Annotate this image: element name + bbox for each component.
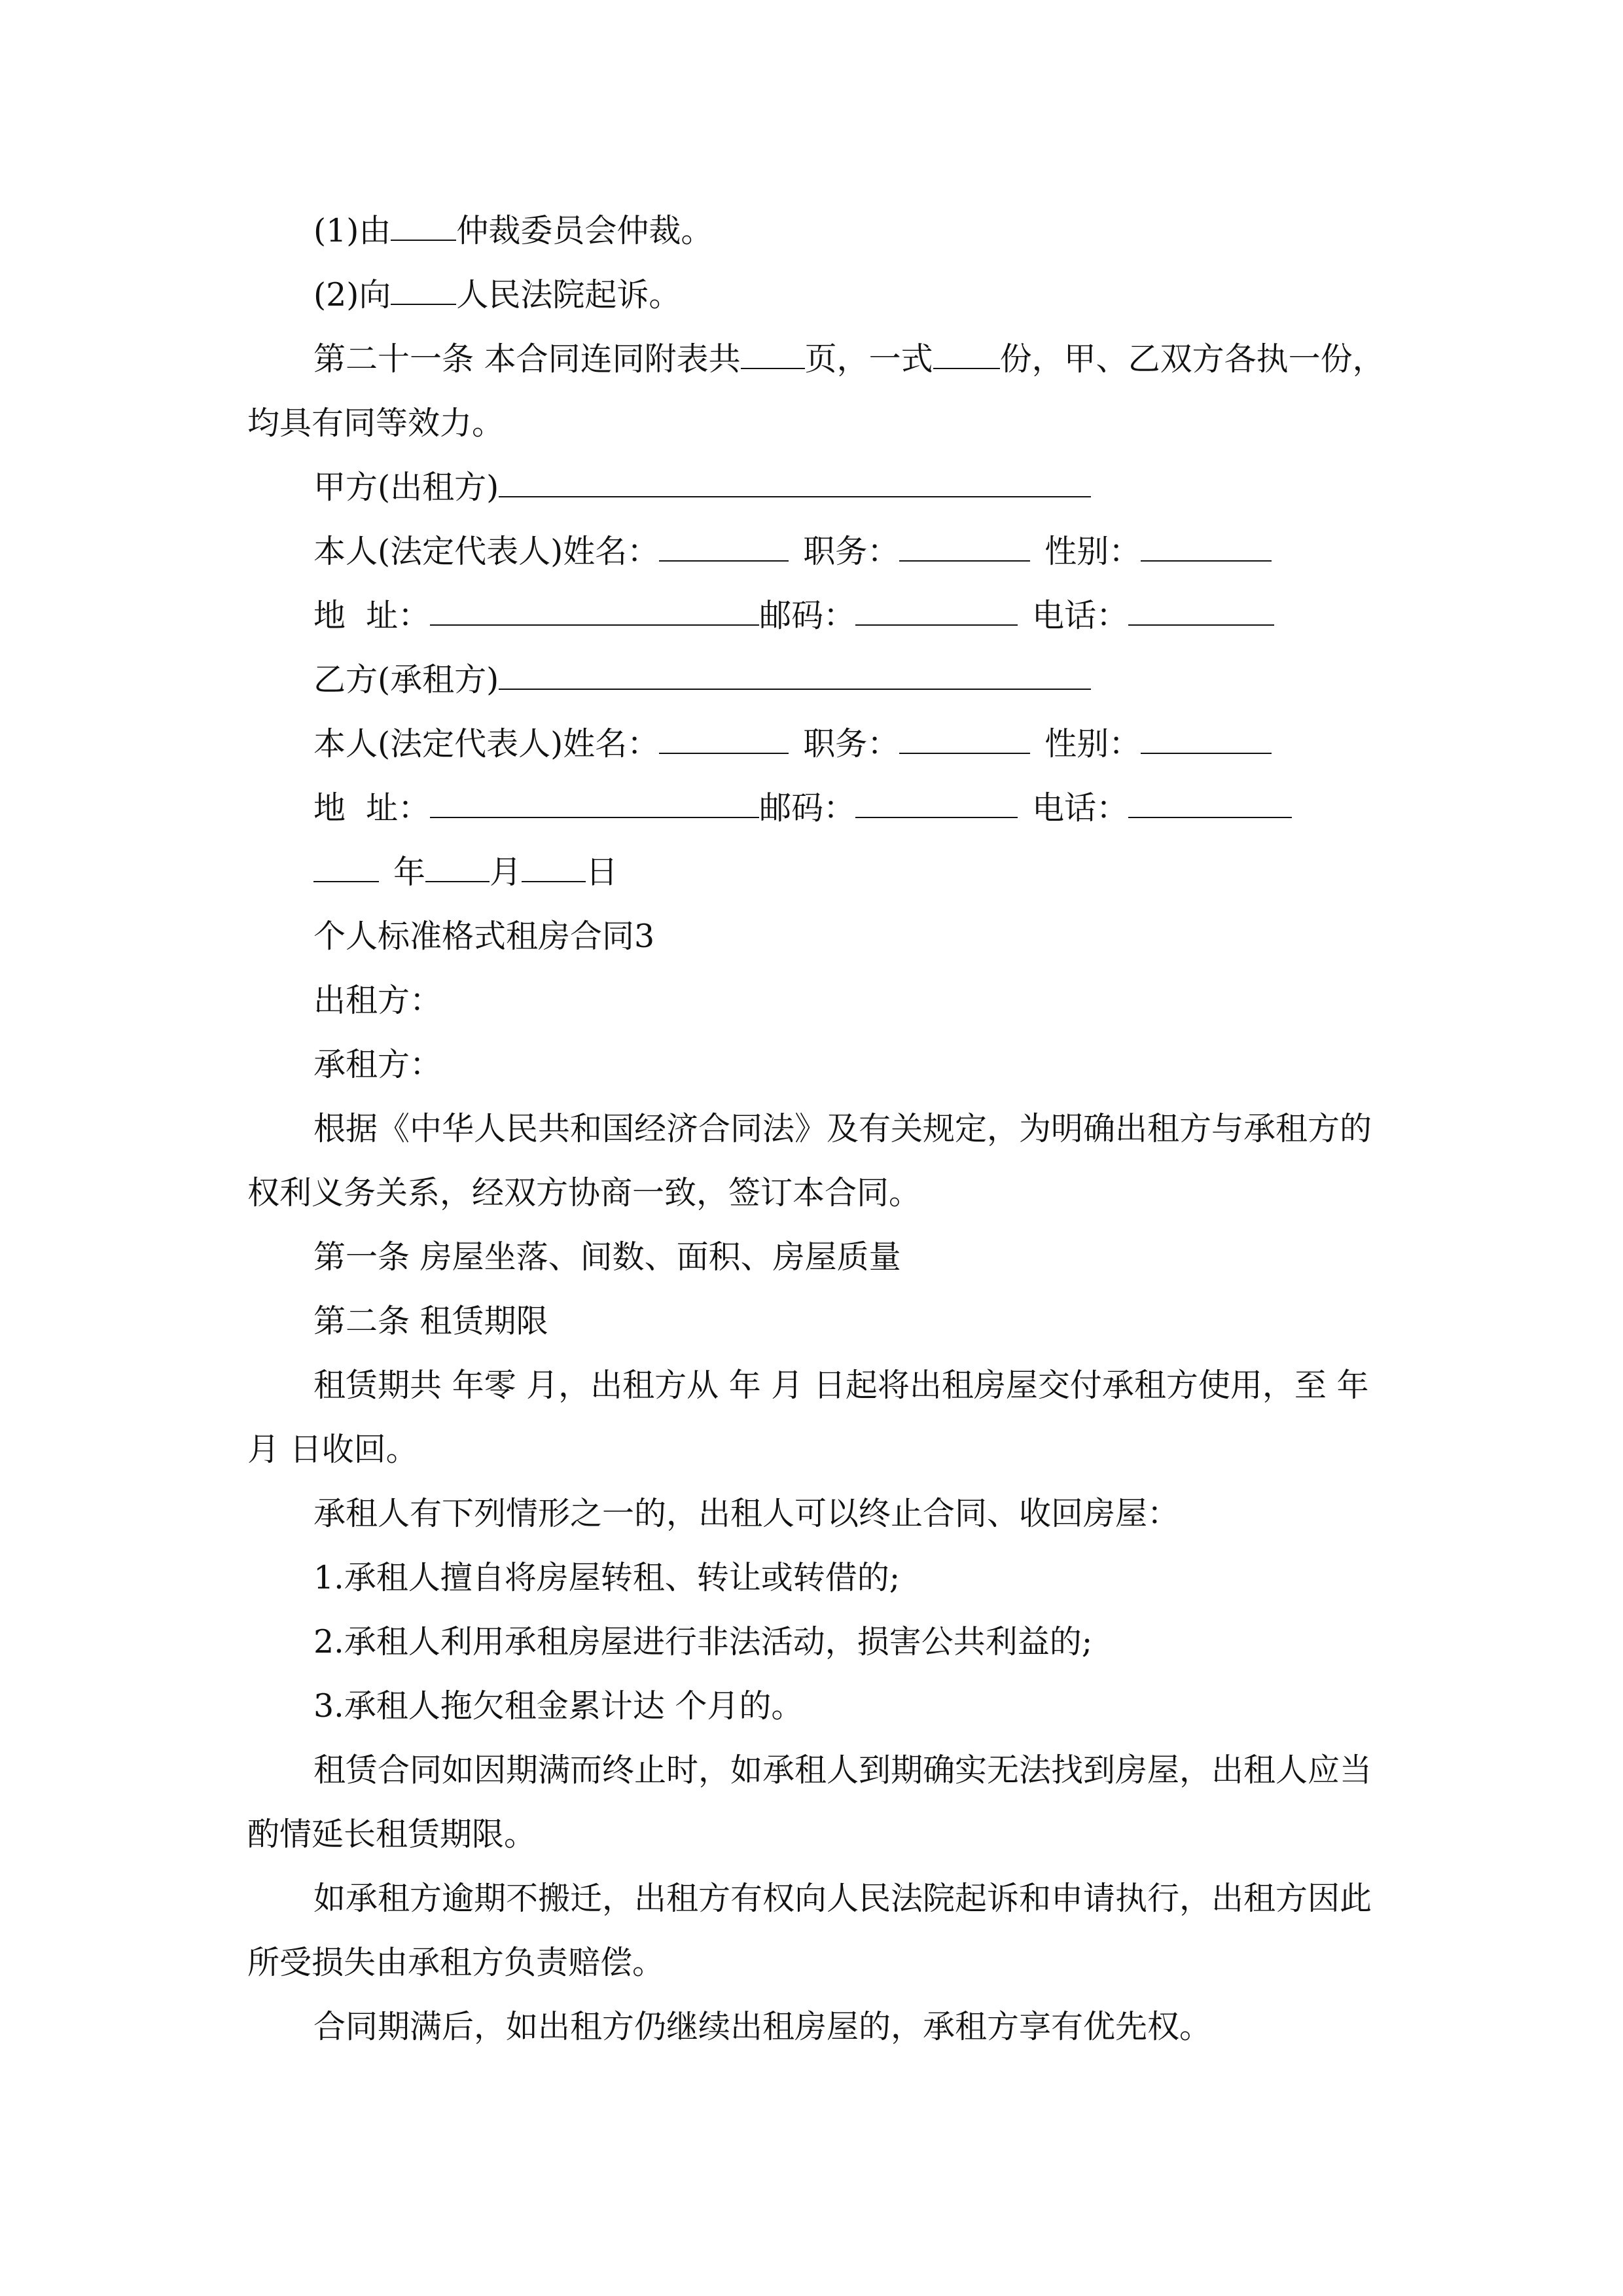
blank-field (741, 327, 805, 369)
text: 日 (586, 853, 618, 891)
party-a-rep (247, 520, 1399, 584)
blank-field (1141, 712, 1272, 754)
preamble-cont: 权利义务关系，经双方协商一致，签订本合同。 (247, 1174, 921, 1211)
blank-field (899, 712, 1030, 754)
text: 电话： (1032, 597, 1129, 634)
expiry-clause: 租赁合同如因期满而终止时，如承租人到期确实无法找到房屋，出租人应当 (313, 1751, 1372, 1789)
priority-clause: 合同期满后，如出租方仍继续出租房屋的，承租方享有优先权。 (313, 2008, 1212, 2045)
blank-field (522, 840, 586, 882)
blank-field (855, 584, 1018, 626)
text: 性别： (1044, 533, 1141, 570)
overdue-clause-cont: 所受损失由承租方负责赔偿。 (247, 1944, 665, 1981)
blank-field (659, 712, 789, 754)
termination-item-3: 3.承租人拖欠租金累计达 个月的。 (313, 1687, 804, 1725)
termination-intro: 承租人有下列情形之一的，出租人可以终止合同、收回房屋： (313, 1495, 1180, 1532)
text: 职务： (803, 725, 900, 762)
text: 份，甲、乙双方各执一份， (999, 340, 1385, 378)
text: 第二十一条 本合同连同附表共 (313, 340, 741, 378)
blank-field (313, 840, 379, 882)
text: 本人(法定代表人)姓名： (313, 725, 660, 762)
article-21-cont: 均具有同等效力。 (247, 404, 505, 442)
party-a-address (247, 584, 1399, 648)
lease-term-cont: 月 日收回。 (247, 1431, 418, 1468)
text: (1)由 (313, 212, 391, 249)
blank-field (425, 840, 490, 882)
document-page (247, 199, 1399, 2059)
blank-field (430, 776, 759, 818)
article-1: 第一条 房屋坐落、间数、面积、房屋质量 (313, 1238, 901, 1276)
party-a-title (247, 456, 1399, 520)
text: 电话： (1032, 789, 1129, 827)
preamble: 根据《中华人民共和国经济合同法》及有关规定，为明确出租方与承租方的 (313, 1110, 1372, 1147)
text: 本人(法定代表人)姓名： (313, 533, 660, 570)
party-b-address (247, 776, 1399, 840)
lessee-label: 承租方： (313, 1046, 442, 1083)
arbitration-option-1 (247, 199, 1399, 263)
text: 仲裁委员会仲裁。 (456, 212, 713, 249)
blank-field (1128, 776, 1292, 818)
text: 地 址： (313, 597, 431, 634)
text: 地 址： (313, 789, 431, 827)
text: 邮码： (759, 789, 856, 827)
blank-field (499, 648, 1091, 690)
text: 月 (490, 853, 522, 891)
text: 甲方(出租方) (313, 469, 499, 506)
article-21 (247, 327, 1399, 391)
blank-field (499, 456, 1091, 497)
text: 性别： (1044, 725, 1141, 762)
blank-field (391, 263, 456, 305)
lessor-label: 出租方： (313, 982, 442, 1019)
blank-field (855, 776, 1018, 818)
overdue-clause: 如承租方逾期不搬迁，出租方有权向人民法院起诉和申请执行，出租方因此 (313, 1880, 1372, 1917)
text: 邮码： (759, 597, 856, 634)
termination-item-1: 1.承租人擅自将房屋转租、转让或转借的; (313, 1559, 901, 1596)
blank-field (1141, 520, 1272, 562)
blank-field (430, 584, 759, 626)
termination-item-2: 2.承租人利用承租房屋进行非法活动，损害公共利益的; (313, 1623, 1093, 1660)
blank-field (659, 520, 789, 562)
text: 职务： (803, 533, 900, 570)
text: 乙方(承租方) (313, 661, 499, 698)
text: (2)向 (313, 276, 391, 314)
date-line (247, 840, 1399, 905)
arbitration-option-2 (247, 263, 1399, 327)
blank-field (899, 520, 1030, 562)
blank-field (1128, 584, 1274, 626)
text: 年 (393, 853, 426, 891)
party-b-rep (247, 712, 1399, 776)
lease-term: 租赁期共 年零 月，出租方从 年 月 日起将出租房屋交付承租方使用，至 年 (313, 1367, 1369, 1404)
contract-3-title: 个人标准格式租房合同3 (313, 918, 655, 955)
expiry-clause-cont: 酌情延长租赁期限。 (247, 1816, 537, 1853)
blank-field (933, 327, 1000, 369)
article-2: 第二条 租赁期限 (313, 1302, 548, 1340)
text: 人民法院起诉。 (456, 276, 681, 314)
party-b-title (247, 648, 1399, 712)
blank-field (391, 199, 456, 241)
text: 页，一式 (804, 340, 933, 378)
